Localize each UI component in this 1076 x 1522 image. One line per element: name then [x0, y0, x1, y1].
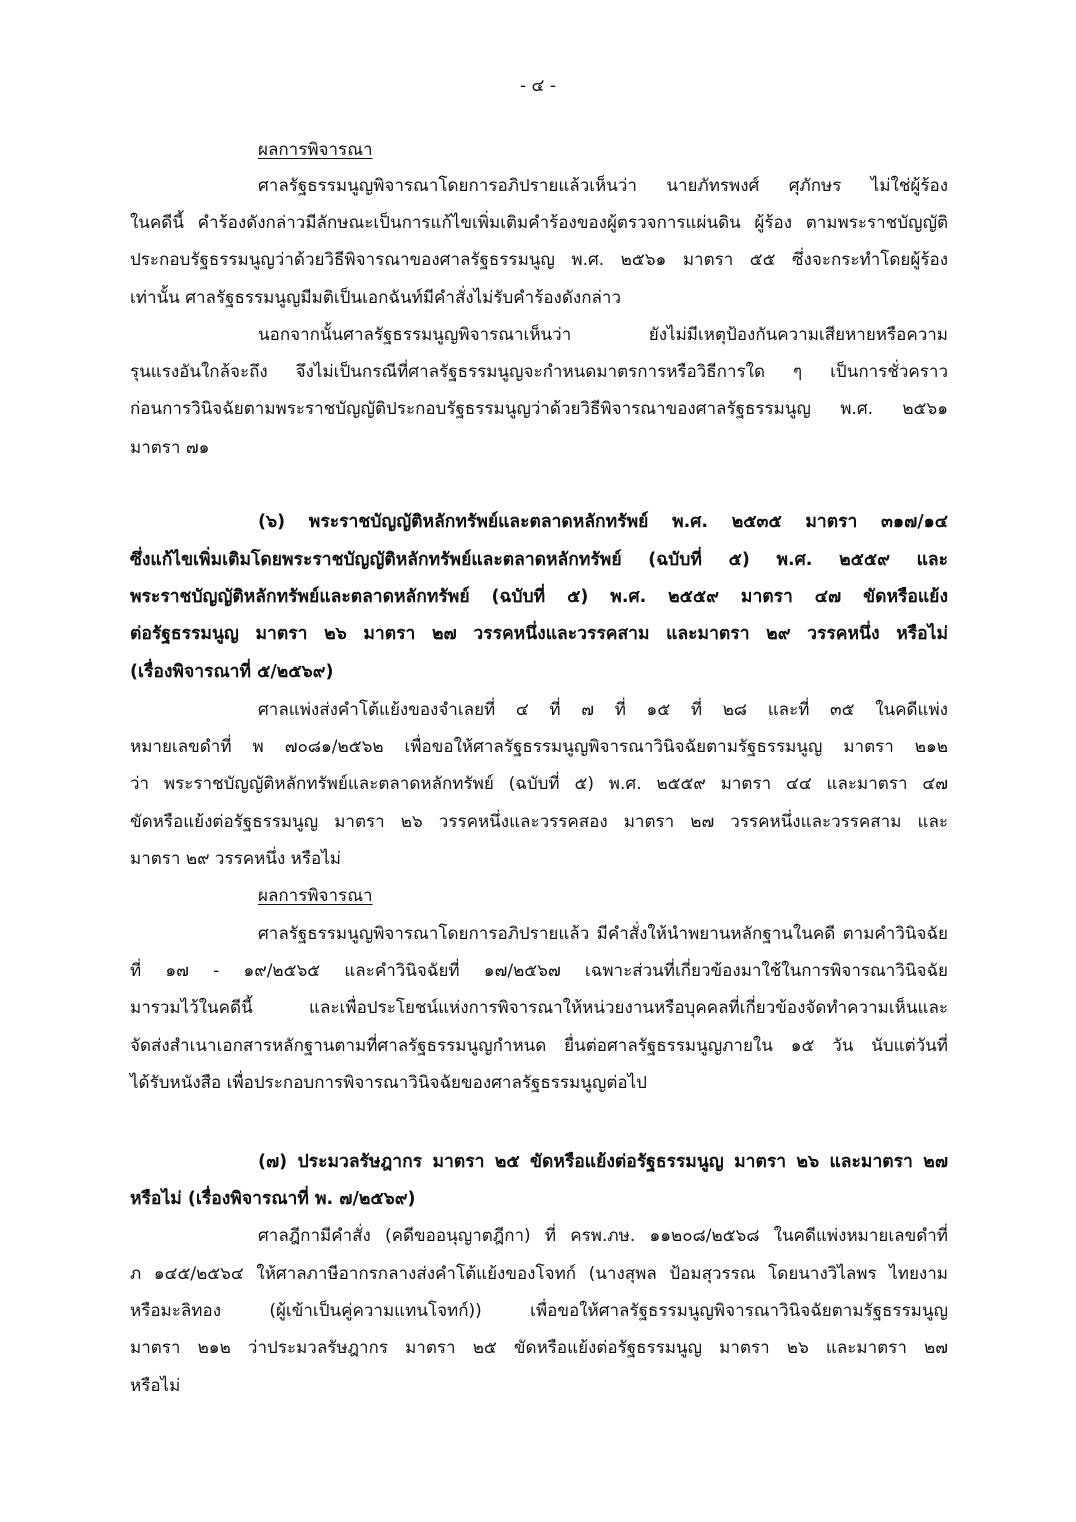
- paragraph-line: ศาลรัฐธรรมนูญพิจารณาโดยการอภิปรายแล้วเห็นว่า นายภัทรพงศ์ ศุภักษร ไม่ใช่ผู้ร้อง: [258, 176, 948, 196]
- paragraph-line: ได้รับหนังสือ เพื่อประกอบการพิจารณาวินิจฉัยของศาลรัฐธรรมนูญต่อไป: [130, 1073, 647, 1093]
- paragraph-line: เท่านั้น ศาลรัฐธรรมนูญมีมติเป็นเอกฉันท์มีคำสั่งไม่รับคำร้องดังกล่าว: [130, 288, 621, 308]
- paragraph-line: ภ ๑๔๕/๒๕๖๔ ให้ศาลภาษีอากรกลางส่งคำโต้แย้งของโจทก์ (นางสุพล ป้อมสุวรรณ โดยนางวิไลพร ไทยงาม: [130, 1264, 948, 1284]
- paragraph-line: ศาลรัฐธรรมนูญพิจารณาโดยการอภิปรายแล้ว มีคำสั่งให้นำพยานหลักฐานในคดี ตามคำวินิจฉัย: [258, 924, 948, 944]
- section-title-line: (๖) พระราชบัญญัติหลักทรัพย์และตลาดหลักทรัพย์ พ.ศ. ๒๕๓๕ มาตรา ๓๑๗/๑๔: [258, 512, 948, 532]
- paragraph-line: ประกอบรัฐธรรมนูญว่าด้วยวิธีพิจารณาของศาลรัฐธรรมนูญ พ.ศ. ๒๕๖๑ มาตรา ๕๕ ซึ่งจะกระทำโดยผู้ร้อง: [130, 250, 948, 270]
- paragraph-line: หรือไม่: [130, 1376, 181, 1396]
- section-title-line: (เรื่องพิจารณาที่ ๕/๒๕๖๙): [130, 662, 334, 682]
- paragraph-line: มารวมไว้ในคดีนี้ และเพื่อประโยชน์แห่งการพิจารณาให้หน่วยงานหรือบุคคลที่เกี่ยวข้องจัดทำความเห็นและ: [130, 998, 948, 1018]
- result-heading-2: ผลการพิจารณา: [258, 886, 373, 906]
- paragraph-line: หมายเลขดำที่ พ ๗๐๘๑/๒๕๖๒ เพื่อขอให้ศาลรัฐธรรมนูญพิจารณาวินิจฉัยตามรัฐธรรมนูญ มาตรา ๒๑๒: [130, 737, 948, 757]
- paragraph-line: มาตรา ๗๑: [130, 438, 210, 458]
- result-heading-1: ผลการพิจารณา: [258, 140, 373, 160]
- paragraph-line: มาตรา ๒๑๒ ว่าประมวลรัษฎากร มาตรา ๒๕ ขัดหรือแย้งต่อรัฐธรรมนูญ มาตรา ๒๖ และมาตรา ๒๗: [130, 1338, 948, 1358]
- section-title-line: ต่อรัฐธรรมนูญ มาตรา ๒๖ มาตรา ๒๗ วรรคหนึ่งและวรรคสาม และมาตรา ๒๙ วรรคหนึ่ง หรือไม่: [130, 624, 948, 644]
- section-title-line: พระราชบัญญัติหลักทรัพย์และตลาดหลักทรัพย์ (ฉบับที่ ๕) พ.ศ. ๒๕๕๙ มาตรา ๔๗ ขัดหรือแย้ง: [130, 587, 948, 607]
- paragraph-line: ในคดีนี้ คำร้องดังกล่าวมีลักษณะเป็นการแก้ไขเพิ่มเติมคำร้องของผู้ตรวจการแผ่นดิน ผู้ร้อง ตามพระราชบัญญัติ: [130, 213, 948, 233]
- paragraph-line: จัดส่งสำเนาเอกสารหลักฐานตามที่ศาลรัฐธรรมนูญกำหนด ยื่นต่อศาลรัฐธรรมนูญภายใน ๑๕ วัน นับแต่วันที่: [130, 1036, 948, 1056]
- section-title-line: หรือไม่ (เรื่องพิจารณาที่ พ. ๗/๒๕๖๙): [130, 1189, 416, 1209]
- paragraph-line: รุนแรงอันใกล้จะถึง จึงไม่เป็นกรณีที่ศาลรัฐธรรมนูญจะกำหนดมาตรการหรือวิธีการใด ๆ เป็นการชั่วคราว: [130, 362, 948, 382]
- paragraph-line: ศาลฎีกามีคำสั่ง (คดีขออนุญาตฎีกา) ที่ ครพ.ภษ. ๑๑๒๐๘/๒๕๖๘ ในคดีแพ่งหมายเลขดำที่: [258, 1226, 948, 1246]
- section-title-line: ซึ่งแก้ไขเพิ่มเติมโดยพระราชบัญญัติหลักทรัพย์และตลาดหลักทรัพย์ (ฉบับที่ ๕) พ.ศ. ๒๕๕๙ และ: [130, 550, 948, 570]
- paragraph-line: มาตรา ๒๙ วรรคหนึ่ง หรือไม่: [130, 849, 341, 869]
- paragraph-line: นอกจากนั้นศาลรัฐธรรมนูญพิจารณาเห็นว่า ยังไม่มีเหตุป้องกันความเสียหายหรือความ: [258, 325, 948, 345]
- paragraph-line: หรือมะลิทอง (ผู้เข้าเป็นคู่ความแทนโจทก์)) เพื่อขอให้ศาลรัฐธรรมนูญพิจารณาวินิจฉัยตามรัฐธรรมนูญ: [130, 1301, 948, 1321]
- paragraph-line: ว่า พระราชบัญญัติหลักทรัพย์และตลาดหลักทรัพย์ (ฉบับที่ ๕) พ.ศ. ๒๕๕๙ มาตรา ๔๔ และมาตรา ๔๗: [130, 774, 948, 794]
- section-title-line: (๗) ประมวลรัษฎากร มาตรา ๒๕ ขัดหรือแย้งต่อรัฐธรรมนูญ มาตรา ๒๖ และมาตรา ๒๗: [258, 1152, 948, 1172]
- paragraph-line: ศาลแพ่งส่งคำโต้แย้งของจำเลยที่ ๔ ที่ ๗ ที่ ๑๕ ที่ ๒๘ และที่ ๓๕ ในคดีแพ่ง: [258, 700, 948, 720]
- page-number: - ๔ -: [520, 76, 556, 96]
- paragraph-line: ที่ ๑๗ - ๑๙/๒๕๖๕ และคำวินิจฉัยที่ ๑๗/๒๕๖๗ เฉพาะส่วนที่เกี่ยวข้องมาใช้ในการพิจารณาวินิจฉัย: [130, 961, 948, 981]
- paragraph-line: ก่อนการวินิจฉัยตามพระราชบัญญัติประกอบรัฐธรรมนูญว่าด้วยวิธีพิจารณาของศาลรัฐธรรมนูญ พ.ศ. ๒๕๖๑: [130, 399, 948, 419]
- paragraph-line: ขัดหรือแย้งต่อรัฐธรรมนูญ มาตรา ๒๖ วรรคหนึ่งและวรรคสอง มาตรา ๒๗ วรรคหนึ่งและวรรคสาม และ: [130, 812, 948, 832]
